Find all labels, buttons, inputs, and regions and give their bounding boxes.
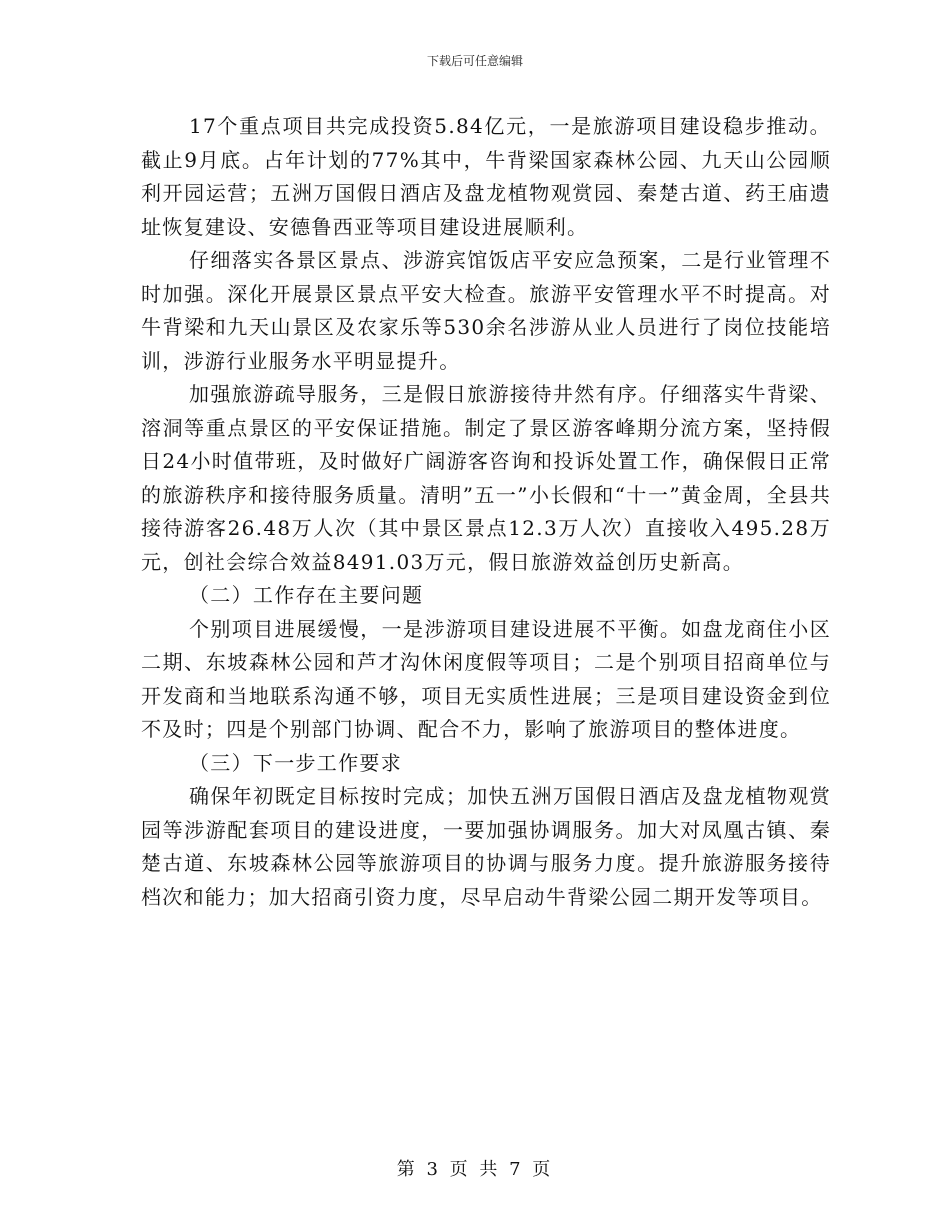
paragraph-holiday-tourism: 加强旅游疏导服务，三是假日旅游接待井然有序。仔细落实牛背梁、溶洞等重点景区的平安保证措施。制定了景区游客峰期分流方案，坚持假日24小时值带班，及时做好广阔游客咨询和投诉处置工作，确保假日正常的旅游秩序和接待服务质量。清明”五一”小长假和“十一”黄金周，全县共接待游客26.48万人次（其中景区景点12.3万人次）直接收入495.28万元，创社会综合效益8491.03万元，假日旅游效益创历史新高。: [141, 382, 831, 574]
paragraph-project-investment: 17个重点项目共完成投资5.84亿元，一是旅游项目建设稳步推动。截止9月底。占年计划的77%其中，牛背梁国家森林公园、九天山公园顺利开园运营；五洲万国假日酒店及盘龙植物观赏园、秦楚古道、药王庙遗址恢复建设、安德鲁西亚等项目建设进展顺利。: [141, 114, 831, 239]
paragraph-problems: 个别项目进展缓慢，一是涉游项目建设进展不平衡。如盘龙商住小区二期、东坡森林公园和芦才沟休闲度假等项目；二是个别项目招商单位与开发商和当地联系沟通不够，项目无实质性进展；三是项目建设资金到位不及时；四是个别部门协调、配合不力，影响了旅游项目的整体进度。: [141, 616, 831, 741]
paragraph-industry-management: 仔细落实各景区景点、涉游宾馆饭店平安应急预案，二是行业管理不时加强。深化开展景区景点平安大检查。旅游平安管理水平不时提高。对牛背梁和九天山景区及农家乐等530余名涉游从业人员进行了岗位技能培训，涉游行业服务水平明显提升。: [141, 248, 831, 373]
section-heading-problems: （二）工作存在主要问题: [189, 583, 424, 607]
paragraph-next-steps: 确保年初既定目标按时完成；加快五洲万国假日酒店及盘龙植物观赏园等涉游配套项目的建设进度，一要加强协调服务。加大对凤凰古镇、秦楚古道、东坡森林公园等旅游项目的协调与服务力度。提升旅游服务接待档次和能力；加大招商引资力度，尽早启动牛背梁公园二期开发等项目。: [141, 784, 831, 909]
page-header-note: 下载后可任意编辑: [426, 54, 523, 68]
section-heading-next-steps: （三）下一步工作要求: [189, 750, 402, 775]
document-body: [141, 110, 831, 914]
page-number-footer: 第 3 页 共 7 页: [396, 1159, 554, 1180]
